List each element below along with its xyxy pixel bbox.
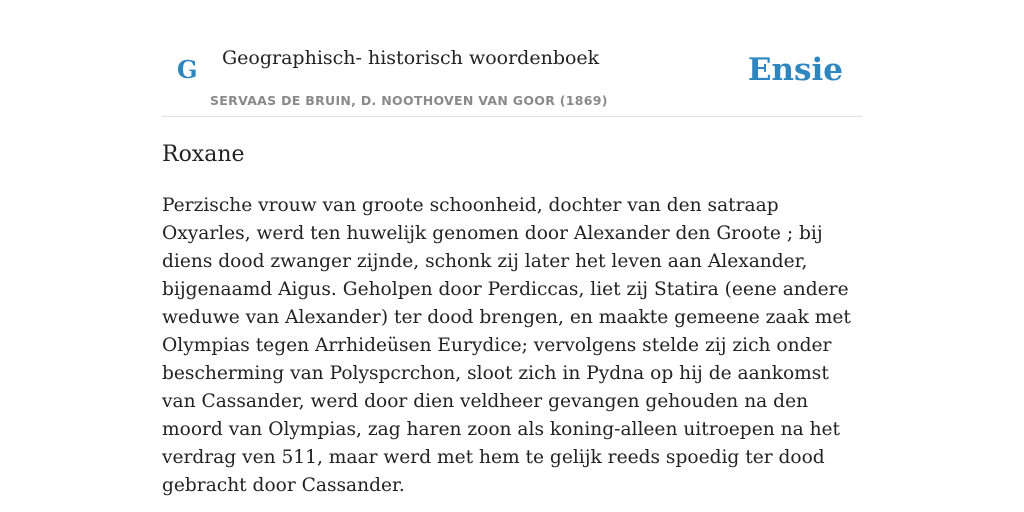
book-title-link[interactable]: Geographisch- historisch woordenboek [222, 47, 600, 69]
book-header [162, 0, 862, 117]
book-author: SERVAAS DE BRUIN, D. NOOTHOVEN VAN GOOR (1869) [210, 93, 608, 108]
book-logo-icon[interactable]: G [177, 55, 198, 84]
ensie-logo-link[interactable]: Ensie [747, 52, 843, 88]
entry-title: Roxane [162, 142, 245, 167]
entry-body-text: Perzische vrouw van groote schoonheid, dochter van den satraap Oxyarles, werd ten huwelijk genomen door Alexander den Groote ; bij diens dood zwanger zijnde, schonk zij later het leven aan Alexander, bijgenaamd Aigus. Geholpen door Perdiccas, liet zij Statira (eene andere weduwe van Alexander) ter dood brengen, en maakte gemeene zaak met Olympias tegen Arrhideüsen Eurydice; vervolgens stelde zij zich onder bescherming van Polyspcrchon, sloot zich in Pydna op hij de aankomst van Cassander, werd door dien veldheer gevangen gehouden na den moord van Olympias, zag haren zoon als koning-alleen uitroepen na het verdrag ven 511, maar werd met hem te gelijk reeds spoedig ter dood gebracht door Cassander. [162, 195, 851, 496]
